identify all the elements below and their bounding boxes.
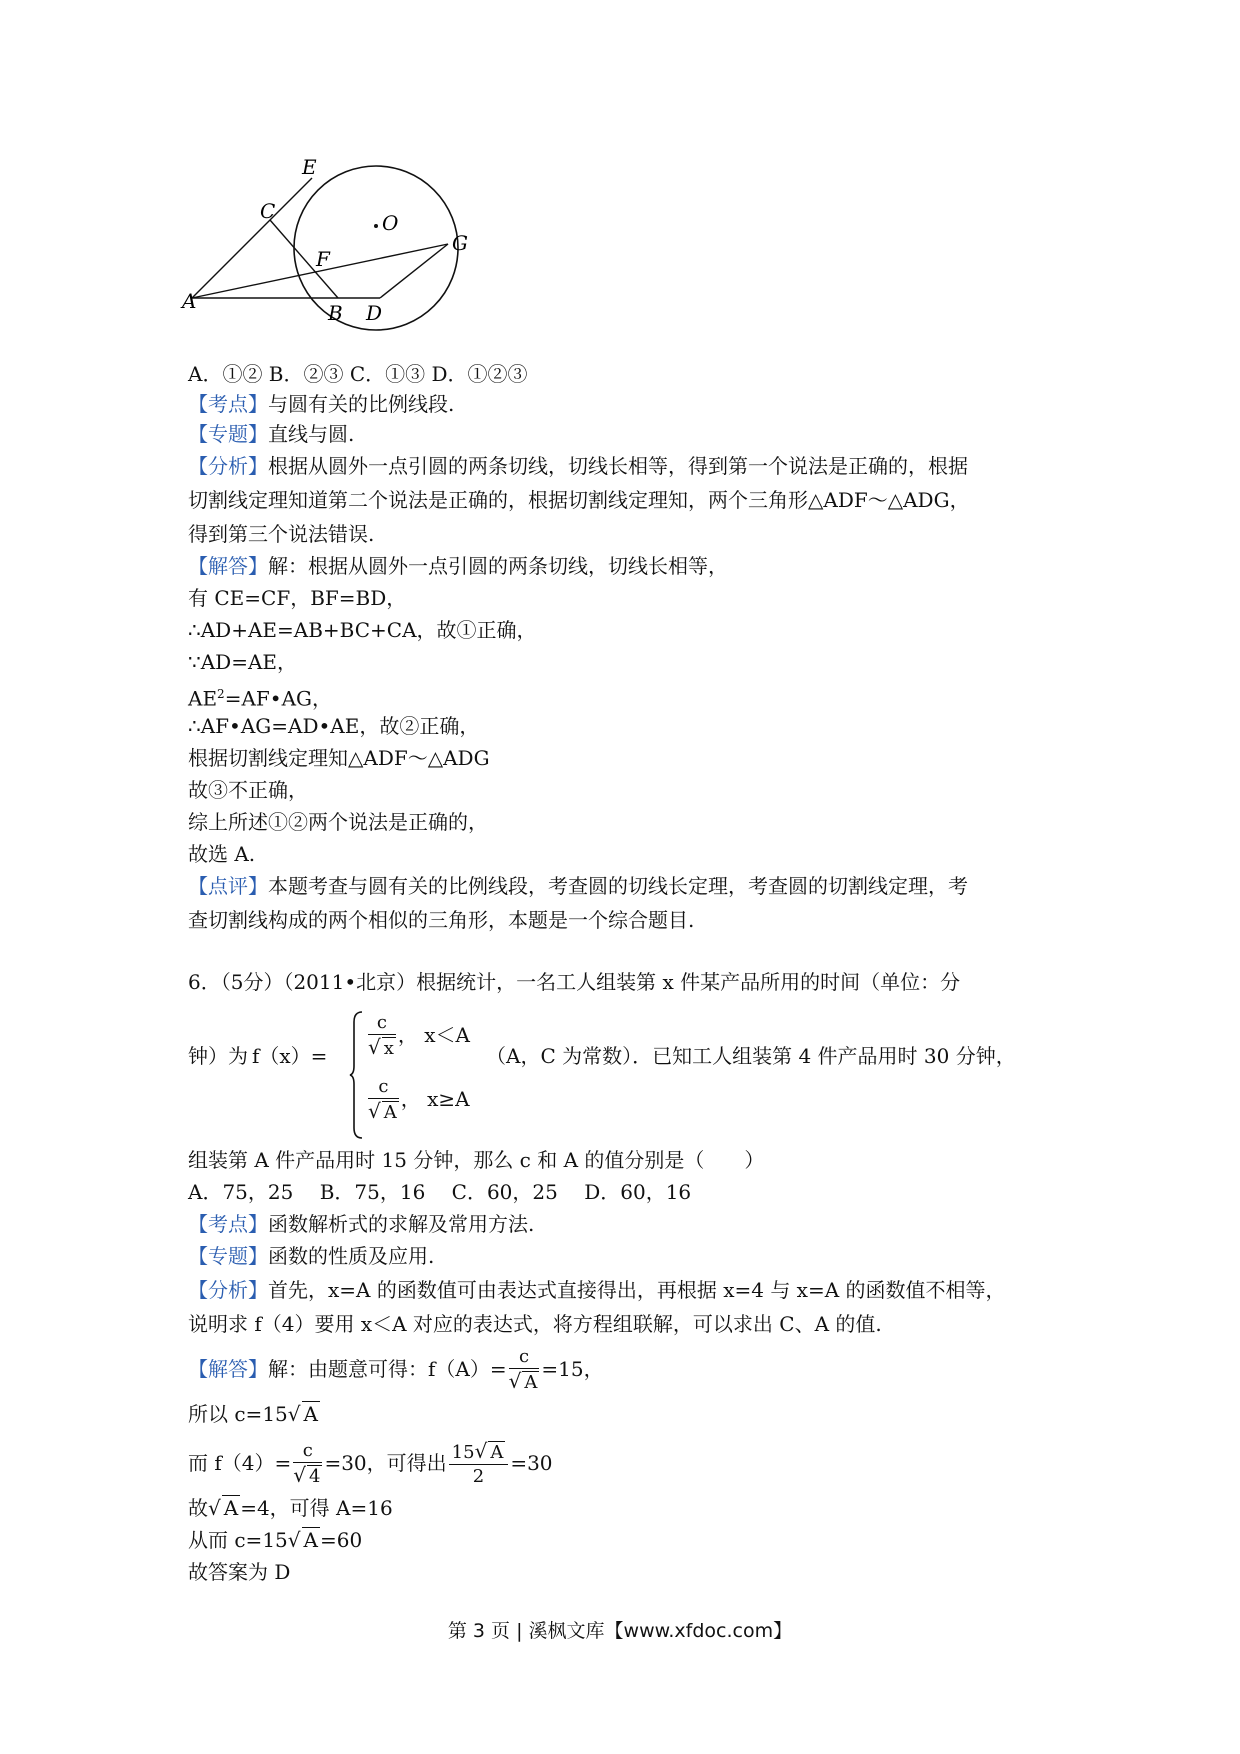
q5-jieda-4: ∵AD=AE，	[188, 650, 298, 674]
q5-zhuanti: 【专题】直线与圆.	[188, 422, 355, 446]
q5-jieda-8: 故③不正确，	[188, 778, 308, 802]
q6-stem-2b: （A，C 为常数）．已知工人组装第 4 件产品用时 30 分钟，	[486, 1044, 1016, 1068]
q5-jieda-2: 有 CE=CF，BF=BD，	[188, 586, 407, 610]
label-f: F	[316, 247, 330, 271]
geometry-figure	[182, 155, 488, 358]
label-e: E	[302, 155, 317, 179]
q6-stem-3: 组装第 A 件产品用时 15 分钟，那么 c 和 A 的值分别是（ ）	[188, 1148, 765, 1172]
q6-fx: f（x）=	[252, 1044, 328, 1068]
q6-zhuanti: 【专题】函数的性质及应用.	[188, 1244, 435, 1268]
q5-options: A．①② B．②③ C．①③ D．①②③	[188, 362, 528, 386]
q6-jieda-6: 故答案为 D	[188, 1560, 291, 1584]
q6-case-2: $\frac{c}{√ A}$ ， x≥A	[368, 1076, 470, 1123]
q5-kaodian: 【考点】与圆有关的比例线段.	[188, 392, 455, 416]
q6-options: A．75，25 B．75，16 C．60，25 D．60，16	[188, 1180, 692, 1204]
q5-fenxi: 【分析】根据从圆外一点引圆的两条切线，切线长相等，得到第一个说法是正确的，根据	[188, 454, 968, 478]
label-c: C	[260, 199, 276, 223]
q6-jieda-2: 所以 c=15√ A	[188, 1402, 318, 1426]
label-o: O	[382, 211, 399, 235]
piecewise-brace	[350, 1010, 364, 1140]
q5-jieda-6: ∴AF•AG=AD•AE，故②正确，	[188, 714, 480, 738]
q5-jieda-10: 故选 A.	[188, 842, 256, 866]
q6-fenxi: 【分析】首先，x=A 的函数值可由表达式直接得出，再根据 x=4 与 x=A 的函数值不相等，	[188, 1278, 1006, 1302]
q6-case-1: $\frac{c}{√ x}$ ， x＜A	[368, 1012, 470, 1059]
label-a: A	[182, 289, 197, 313]
q6-jieda-5: 从而 c=15√ A =60	[188, 1528, 363, 1552]
q5-jieda-3: ∴AD+AE=AB+BC+CA，故①正确，	[188, 618, 537, 642]
q5-dianping-2: 查切割线构成的两个相似的三角形，本题是一个综合题目.	[188, 908, 695, 932]
page-footer: 第 3 页 | 溪枫文库【www.xfdoc.com】	[447, 1620, 793, 1642]
q6-jieda-4: 故√ A =4，可得 A=16	[188, 1496, 393, 1520]
q6-stem-2a: 钟）为	[188, 1044, 248, 1068]
q6-fenxi-2: 说明求 f（4）要用 x＜A 对应的表达式，将方程组联解，可以求出 C、A 的值.	[188, 1312, 882, 1336]
label-d: D	[366, 301, 383, 325]
q5-jieda-7: 根据切割线定理知△ADF～△ADG	[188, 746, 490, 770]
label-b: B	[328, 301, 343, 325]
q6-stem-1: 6．（5分）（2011•北京）根据统计，一名工人组装第 x 件某产品所用的时间（单位：分	[188, 970, 961, 994]
q5-jieda: 【解答】解：根据从圆外一点引圆的两条切线，切线长相等，	[188, 554, 728, 578]
center-dot	[374, 224, 378, 228]
line-dg	[380, 244, 448, 298]
q6-jieda-3: 而 f（4）= $\frac{c}{√ 4}$ =30，可得出 $\frac{15√ A}{2}$ =30	[188, 1439, 553, 1487]
q5-dianping: 【点评】本题考查与圆有关的比例线段，考查圆的切线长定理，考查圆的切割线定理，考	[188, 874, 968, 898]
q6-kaodian: 【考点】函数解析式的求解及常用方法.	[188, 1212, 535, 1236]
q6-jieda-1: 【解答】解：由题意可得：f（A）= $\frac{c}{√ A}$ =15，	[188, 1346, 604, 1393]
q5-jieda-5: $AE^2=AF•AG$，	[188, 686, 332, 711]
q5-fenxi-2: 切割线定理知道第二个说法是正确的，根据切割线定理知，两个三角形△ADF～△ADG，	[188, 488, 970, 512]
q5-fenxi-3: 得到第三个说法错误.	[188, 522, 375, 546]
label-g: G	[452, 231, 468, 255]
q5-jieda-9: 综上所述①②两个说法是正确的，	[188, 810, 488, 834]
